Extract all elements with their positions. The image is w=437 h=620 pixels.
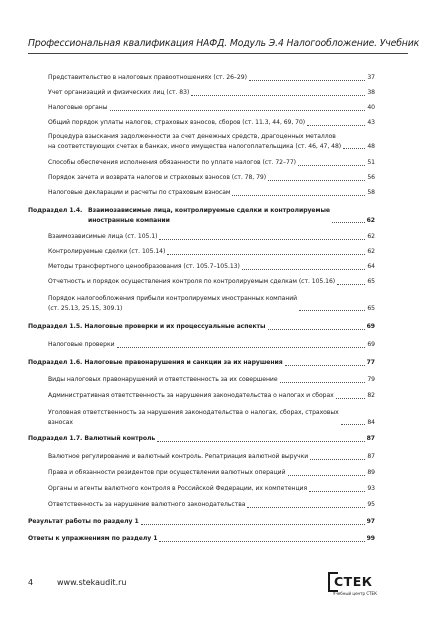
toc-dot-leader — [343, 147, 365, 149]
toc-entry-label: Административная ответственность за нарушения законодательства о налогах и сборах — [48, 392, 334, 399]
toc-entry-label: Результат работы по разделу 1 — [28, 518, 139, 525]
toc-page-number: 82 — [367, 392, 375, 399]
toc-dot-leader — [141, 523, 365, 525]
toc-dot-leader — [298, 164, 365, 166]
toc-dot-leader — [280, 381, 366, 383]
toc-entry[interactable] — [48, 188, 375, 198]
toc-page-number: 69 — [367, 341, 375, 348]
stek-logo — [328, 572, 380, 600]
toc-page-number: 56 — [367, 174, 375, 181]
toc-dot-leader — [309, 490, 365, 492]
toc-page-number: 77 — [366, 359, 375, 366]
toc-entry-label: Налоговые проверки — [48, 341, 115, 348]
toc-dot-leader — [337, 283, 365, 285]
toc-entry-label: Отчетность и порядок осуществления контроля по контролируемым сделкам (ст. 105.16) — [48, 278, 336, 285]
toc-dot-leader — [341, 423, 366, 425]
toc-dot-leader — [288, 474, 366, 476]
toc-section-entry[interactable] — [28, 434, 375, 444]
toc-page-number: 40 — [367, 104, 375, 111]
logo-subtitle: Учебный центр СТЕК — [333, 591, 377, 596]
toc-dot-leader — [332, 221, 365, 223]
toc-section-entry[interactable] — [28, 358, 375, 368]
toc-entry[interactable] — [48, 468, 375, 478]
toc-page-number: 99 — [366, 535, 375, 542]
toc-entry[interactable] — [48, 88, 375, 98]
toc-dot-leader — [249, 79, 365, 81]
toc-section-number: Подраздел 1.4. — [28, 207, 83, 214]
toc-dot-leader — [268, 328, 365, 330]
toc-dot-leader — [310, 458, 365, 460]
toc-page-number: 51 — [367, 159, 375, 166]
page-header-title: Профессиональная квалификация НАФД. Модуль Э.4 Налогообложение. Учебник — [28, 38, 420, 49]
toc-entry[interactable] — [48, 277, 375, 287]
toc-dot-leader — [299, 309, 365, 311]
toc-dot-leader — [167, 253, 365, 255]
toc-section-entry[interactable] — [28, 517, 375, 527]
toc-page-number: 43 — [367, 119, 375, 126]
toc-page-number: 69 — [366, 323, 375, 330]
toc-page-number: 95 — [367, 501, 375, 508]
toc-page-number: 65 — [367, 278, 375, 285]
toc-entry-label: Способы обеспечения исполнения обязанности по уплате налогов (ст. 72–77) — [48, 159, 296, 166]
toc-page-number: 79 — [367, 376, 375, 383]
toc-entry-label: Подраздел 1.5. Налоговые проверки и их процессуальные аспекты — [28, 323, 266, 330]
toc-entry-label: Представительство в налоговых правоотношениях (ст. 26–29) — [48, 74, 247, 81]
toc-page-number: 87 — [366, 435, 375, 442]
toc-page-number: 37 — [367, 74, 375, 81]
website-link[interactable]: www.stekaudit.ru — [57, 578, 127, 587]
toc-dot-leader — [247, 506, 365, 508]
toc-entry[interactable] — [48, 103, 375, 113]
toc-page-number: 84 — [367, 418, 375, 426]
toc-page-number: 93 — [367, 485, 375, 492]
toc-page-number: 65 — [367, 304, 375, 312]
toc-dot-leader — [191, 94, 365, 96]
toc-page-number: 62 — [367, 233, 375, 240]
toc-dot-leader — [159, 540, 364, 542]
toc-page-number: 58 — [367, 189, 375, 196]
toc-entry[interactable] — [48, 452, 375, 462]
toc-entry-label: Подраздел 1.7. Валютный контроль — [28, 435, 156, 442]
toc-dot-leader — [232, 194, 365, 196]
toc-entry-label: Права и обязанности резидентов при осуществлении валютных операций — [48, 469, 286, 476]
toc-dot-leader — [336, 397, 366, 399]
toc-dot-leader — [268, 179, 365, 181]
toc-entry[interactable] — [48, 173, 375, 183]
toc-entry[interactable] — [48, 294, 375, 313]
toc-entry[interactable] — [48, 247, 375, 257]
toc-entry[interactable] — [48, 158, 375, 168]
toc-entry[interactable] — [48, 232, 375, 242]
toc-dot-leader — [159, 238, 365, 240]
toc-page-number: 48 — [367, 142, 375, 150]
toc-entry-label: Взаимозависимые лица (ст. 105.1) — [48, 233, 158, 240]
toc-entry-label: Виды налоговых правонарушений и ответственность за их совершение — [48, 376, 278, 383]
toc-entry-label: Органы и агенты валютного контроля в Российской Федерации, их компетенция — [48, 485, 308, 492]
toc-entry[interactable] — [48, 340, 375, 350]
toc-entry[interactable] — [48, 375, 375, 385]
toc-dot-leader — [110, 109, 366, 111]
toc-entry-label: Ответы к упражнениям по разделу 1 — [28, 535, 158, 542]
toc-dot-leader — [157, 440, 364, 442]
toc-section-entry[interactable] — [28, 322, 375, 332]
toc-entry-label: Порядок налогообложения прибыли контролируемых иностранных компаний (ст. 25.13, 25.15, 309.1) — [48, 295, 298, 312]
toc-entry-label: Учет организаций и физических лиц (ст. 83) — [48, 89, 190, 96]
page-number: 4 — [28, 578, 34, 587]
toc-entry-label: Ответственность за нарушение валютного законодательства — [48, 501, 246, 508]
toc-dot-leader — [285, 364, 365, 366]
toc-entry[interactable] — [48, 262, 375, 272]
toc-entry[interactable] — [48, 408, 375, 427]
toc-page-number: 62 — [367, 248, 375, 255]
toc-page-number: 38 — [367, 89, 375, 96]
toc-entry-label: Общий порядок уплаты налогов, страховых взносов, сборов (ст. 11.3, 44, 69, 70) — [48, 119, 306, 126]
toc-entry[interactable] — [48, 500, 375, 510]
toc-entry[interactable] — [48, 118, 375, 128]
toc-entry-label: Налоговые декларации и расчеты по страховым взносам — [48, 189, 231, 196]
toc-page-number: 89 — [367, 469, 375, 476]
toc-entry[interactable] — [48, 391, 375, 401]
toc-section-entry[interactable] — [28, 534, 375, 544]
toc-section-entry[interactable] — [28, 206, 375, 225]
toc-entry-label: Методы трансфертного ценообразования (ст. 105.7–105.13) — [48, 263, 240, 270]
toc-dot-leader — [117, 346, 366, 348]
toc-entry-label: Уголовная ответственность за нарушения законодательства о налогах, сборах, страховых взносах — [48, 409, 339, 426]
toc-page-number: 87 — [367, 453, 375, 460]
toc-entry-label: Контролируемые сделки (ст. 105.14) — [48, 248, 166, 255]
toc-page-number: 97 — [366, 518, 375, 525]
logo-wordmark: СТЕК — [334, 574, 373, 589]
toc-dot-leader — [242, 268, 366, 270]
toc-entry-label: Подраздел 1.6. Налоговые правонарушения и санкции за их нарушения — [28, 359, 283, 366]
toc-entry-label: Взаимозависимые лица, контролируемые сделки и контролируемые иностранные компании — [88, 207, 330, 224]
toc-page-number: 64 — [367, 263, 375, 270]
toc-entry[interactable] — [48, 132, 375, 151]
toc-entry-label: Процедура взыскания задолженности за счет денежных средств, драгоценных металлов на соответствующих счетах в банках, иного имущества налогоплательщика (ст. 46, 47, 48) — [48, 133, 342, 150]
toc-page-number: 62 — [366, 216, 375, 224]
toc-entry[interactable] — [48, 484, 375, 494]
toc-dot-leader — [307, 124, 365, 126]
toc-entry-label: Порядок зачета и возврата налогов и страховых взносов (ст. 78, 79) — [48, 174, 267, 181]
toc-entry-label: Валютное регулирование и валютный контроль. Репатриация валютной выручки — [48, 453, 309, 460]
toc-entry[interactable] — [48, 73, 375, 83]
toc-entry-label: Налоговые органы — [48, 104, 108, 111]
